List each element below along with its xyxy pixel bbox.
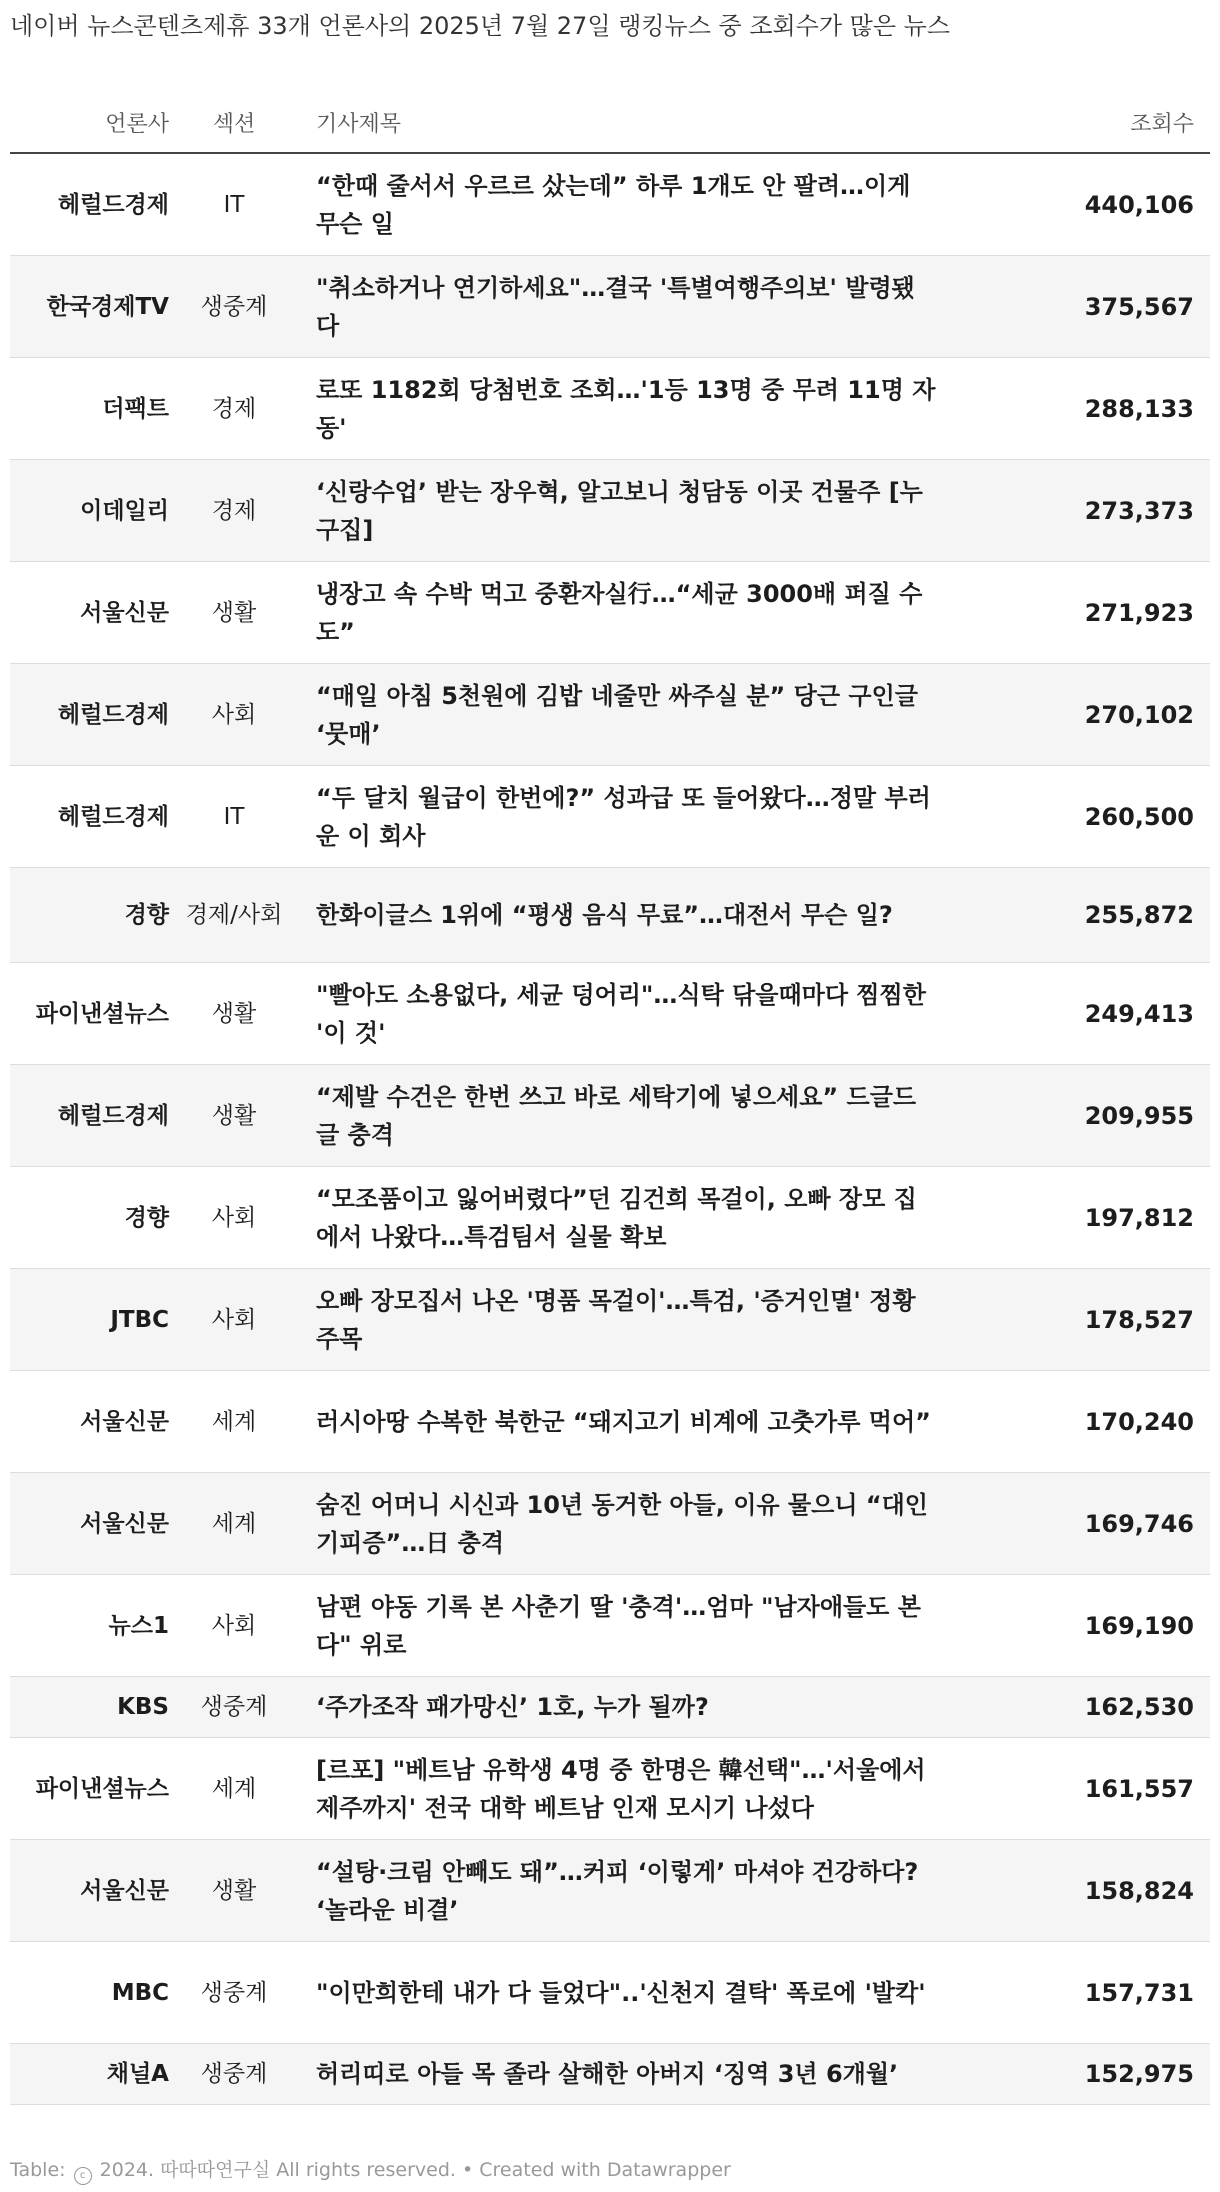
cell-article-title[interactable]: “설탕·크림 안빼도 돼”…커피 ‘이렇게’ 마셔야 건강하다? ‘놀라운 비결’ bbox=[293, 1840, 943, 1942]
cell-article-title[interactable]: 한화이글스 1위에 “평생 음식 무료”…대전서 무슨 일? bbox=[293, 868, 943, 963]
table-header-row bbox=[10, 92, 1210, 153]
cell-publisher: 더팩트 bbox=[10, 358, 175, 460]
cell-views: 288,133 bbox=[943, 358, 1210, 460]
cell-article-title[interactable]: “모조품이고 잃어버렸다”던 김건희 목걸이, 오빠 장모 집에서 나왔다…특검팀서 실물 확보 bbox=[293, 1167, 943, 1269]
cell-views: 255,872 bbox=[943, 868, 1210, 963]
header-publisher[interactable]: 언론사 bbox=[10, 92, 175, 153]
cell-publisher: 한국경제TV bbox=[10, 256, 175, 358]
cell-section: 사회 bbox=[175, 664, 293, 766]
cell-article-title[interactable]: 숨진 어머니 시신과 10년 동거한 아들, 이유 물으니 “대인기피증”…日 충격 bbox=[293, 1473, 943, 1575]
cell-section: 세계 bbox=[175, 1738, 293, 1840]
header-article-title[interactable]: 기사제목 bbox=[293, 92, 943, 153]
cell-section: 사회 bbox=[175, 1575, 293, 1677]
cell-section: 경제 bbox=[175, 358, 293, 460]
cell-section: 생중계 bbox=[175, 1942, 293, 2044]
cell-article-title[interactable]: 오빠 장모집서 나온 '명품 목걸이'…특검, '증거인멸' 정황 주목 bbox=[293, 1269, 943, 1371]
cell-publisher: 헤럴드경제 bbox=[10, 664, 175, 766]
cell-section: 세계 bbox=[175, 1371, 293, 1473]
cell-views: 161,557 bbox=[943, 1738, 1210, 1840]
cell-views: 162,530 bbox=[943, 1677, 1210, 1738]
cell-article-title[interactable]: “두 달치 월급이 한번에?” 성과급 또 들어왔다…정말 부러운 이 회사 bbox=[293, 766, 943, 868]
cell-views: 157,731 bbox=[943, 1942, 1210, 2044]
cell-section: 생중계 bbox=[175, 256, 293, 358]
table-row bbox=[10, 562, 1210, 664]
cell-views: 273,373 bbox=[943, 460, 1210, 562]
table-row bbox=[10, 2044, 1210, 2105]
header-views[interactable]: 조회수 bbox=[943, 92, 1210, 153]
cell-publisher: 파이낸셜뉴스 bbox=[10, 963, 175, 1065]
table-row bbox=[10, 963, 1210, 1065]
table-row bbox=[10, 1473, 1210, 1575]
cell-publisher: JTBC bbox=[10, 1269, 175, 1371]
cell-publisher: 뉴스1 bbox=[10, 1575, 175, 1677]
cell-section: 생중계 bbox=[175, 2044, 293, 2105]
cell-section: 생활 bbox=[175, 1840, 293, 1942]
table-row bbox=[10, 1269, 1210, 1371]
cell-section: 세계 bbox=[175, 1473, 293, 1575]
cell-publisher: 채널A bbox=[10, 2044, 175, 2105]
table-row bbox=[10, 358, 1210, 460]
cell-article-title[interactable]: [르포] "베트남 유학생 4명 중 한명은 韓선택"…'서울에서 제주까지' 전국 대학 베트남 인재 모시기 나섰다 bbox=[293, 1738, 943, 1840]
cell-publisher: MBC bbox=[10, 1942, 175, 2044]
table-row bbox=[10, 1677, 1210, 1738]
cell-publisher: 헤럴드경제 bbox=[10, 153, 175, 256]
cell-publisher: 헤럴드경제 bbox=[10, 766, 175, 868]
cell-section: 사회 bbox=[175, 1167, 293, 1269]
cell-publisher: 헤럴드경제 bbox=[10, 1065, 175, 1167]
table-row bbox=[10, 1942, 1210, 2044]
table-row bbox=[10, 1575, 1210, 1677]
table-row bbox=[10, 256, 1210, 358]
footer-prefix: Table: bbox=[10, 2159, 66, 2181]
cell-article-title[interactable]: ‘신랑수업’ 받는 장우혁, 알고보니 청담동 이곳 건물주 [누구집] bbox=[293, 460, 943, 562]
cell-section: 사회 bbox=[175, 1269, 293, 1371]
cell-article-title[interactable]: “한때 줄서서 우르르 샀는데” 하루 1개도 안 팔려…이게 무슨 일 bbox=[293, 153, 943, 256]
cell-article-title[interactable]: 로또 1182회 당첨번호 조회…'1등 13명 중 무려 11명 자동' bbox=[293, 358, 943, 460]
cell-article-title[interactable]: 냉장고 속 수박 먹고 중환자실行…“세균 3000배 퍼질 수도” bbox=[293, 562, 943, 664]
cell-article-title[interactable]: ‘주가조작 패가망신’ 1호, 누가 될까? bbox=[293, 1677, 943, 1738]
cell-article-title[interactable]: "취소하거나 연기하세요"…결국 '특별여행주의보' 발령됐다 bbox=[293, 256, 943, 358]
cell-publisher: 서울신문 bbox=[10, 562, 175, 664]
table-row bbox=[10, 460, 1210, 562]
cell-publisher: 파이낸셜뉴스 bbox=[10, 1738, 175, 1840]
cell-views: 249,413 bbox=[943, 963, 1210, 1065]
page-title: 네이버 뉴스콘텐츠제휴 33개 언론사의 2025년 7월 27일 랭킹뉴스 중 조회수가 많은 뉴스 bbox=[10, 12, 951, 40]
cell-article-title[interactable]: 남편 야동 기록 본 사춘기 딸 '충격'…엄마 "남자애들도 본다" 위로 bbox=[293, 1575, 943, 1677]
cell-article-title[interactable]: 허리띠로 아들 목 졸라 살해한 아버지 ‘징역 3년 6개월’ bbox=[293, 2044, 943, 2105]
table-row bbox=[10, 1167, 1210, 1269]
cell-section: 생활 bbox=[175, 1065, 293, 1167]
cell-article-title[interactable]: "빨아도 소용없다, 세균 덩어리"…식탁 닦을때마다 찜찜한 '이 것' bbox=[293, 963, 943, 1065]
cell-views: 197,812 bbox=[943, 1167, 1210, 1269]
creative-commons-icon: c bbox=[74, 2167, 92, 2185]
cell-views: 170,240 bbox=[943, 1371, 1210, 1473]
cell-views: 169,746 bbox=[943, 1473, 1210, 1575]
table-footer bbox=[10, 2158, 731, 2185]
table-row bbox=[10, 153, 1210, 256]
cell-section: 경제/사회 bbox=[175, 868, 293, 963]
cell-views: 375,567 bbox=[943, 256, 1210, 358]
cell-views: 209,955 bbox=[943, 1065, 1210, 1167]
cell-section: 생활 bbox=[175, 562, 293, 664]
cell-section: 생중계 bbox=[175, 1677, 293, 1738]
table-row bbox=[10, 868, 1210, 963]
cell-article-title[interactable]: “매일 아침 5천원에 김밥 네줄만 싸주실 분” 당근 구인글 ‘뭇매’ bbox=[293, 664, 943, 766]
footer-separator: • bbox=[461, 2159, 474, 2181]
table-row bbox=[10, 766, 1210, 868]
cell-publisher: KBS bbox=[10, 1677, 175, 1738]
table-row bbox=[10, 1065, 1210, 1167]
table-row bbox=[10, 1371, 1210, 1473]
cell-publisher: 서울신문 bbox=[10, 1371, 175, 1473]
footer-rights: 2024. 따따따연구실 All rights reserved. bbox=[99, 2159, 456, 2181]
cell-views: 270,102 bbox=[943, 664, 1210, 766]
footer-credit[interactable]: Created with Datawrapper bbox=[479, 2159, 731, 2181]
cell-views: 152,975 bbox=[943, 2044, 1210, 2105]
cell-publisher: 경향 bbox=[10, 868, 175, 963]
cell-views: 440,106 bbox=[943, 153, 1210, 256]
cell-views: 271,923 bbox=[943, 562, 1210, 664]
cell-views: 178,527 bbox=[943, 1269, 1210, 1371]
cell-section: IT bbox=[175, 153, 293, 256]
cell-article-title[interactable]: 러시아땅 수복한 북한군 “돼지고기 비계에 고춧가루 먹어” bbox=[293, 1371, 943, 1473]
cell-article-title[interactable]: “제발 수건은 한번 쓰고 바로 세탁기에 넣으세요” 드글드글 충격 bbox=[293, 1065, 943, 1167]
cell-article-title[interactable]: "이만희한테 내가 다 들었다"..'신천지 결탁' 폭로에 '발칵' bbox=[293, 1942, 943, 2044]
cell-section: 생활 bbox=[175, 963, 293, 1065]
table-row bbox=[10, 1840, 1210, 1942]
cell-publisher: 이데일리 bbox=[10, 460, 175, 562]
header-section[interactable]: 섹션 bbox=[175, 92, 293, 153]
table-row bbox=[10, 1738, 1210, 1840]
cell-views: 158,824 bbox=[943, 1840, 1210, 1942]
cell-section: 경제 bbox=[175, 460, 293, 562]
cell-publisher: 서울신문 bbox=[10, 1840, 175, 1942]
cell-views: 169,190 bbox=[943, 1575, 1210, 1677]
cell-section: IT bbox=[175, 766, 293, 868]
ranking-news-table bbox=[10, 92, 1210, 2105]
table-row bbox=[10, 664, 1210, 766]
cell-views: 260,500 bbox=[943, 766, 1210, 868]
cell-publisher: 경향 bbox=[10, 1167, 175, 1269]
cell-publisher: 서울신문 bbox=[10, 1473, 175, 1575]
